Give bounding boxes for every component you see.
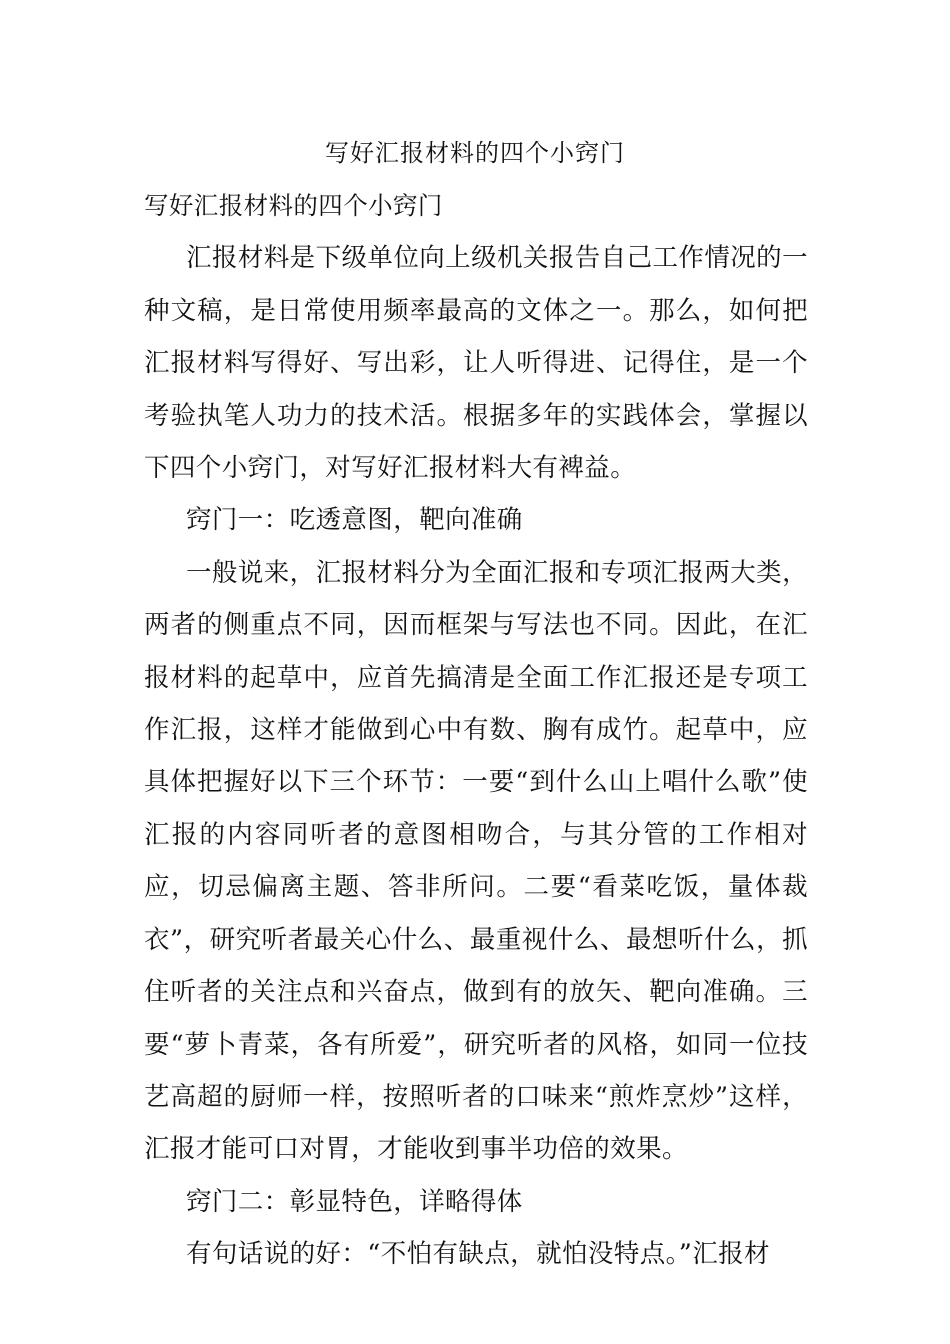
paragraph-intro: 汇报材料是下级单位向上级机关报告自己工作情况的一种文稿，是日常使用频率最高的文体之一。那么，如何把汇报材料写得好、写出彩，让人听得进、记得住，是一个考验执笔人功力的技术活。根据多年的实践体会，掌握以下四个小窍门，对写好汇报材料大有裨益。 — [144, 243, 808, 484]
paragraph-section-2: 有句话说的好：“不怕有缺点，就怕没特点。”汇报材 — [186, 1239, 770, 1270]
document-subtitle: 写好汇报材料的四个小窍门 — [144, 191, 443, 220]
paragraph-section-1: 一般说来，汇报材料分为全面汇报和专项汇报两大类，两者的侧重点不同，因而框架与写法也不同。因此，在汇报材料的起草中，应首先搞清是全面工作汇报还是专项工作汇报，这样才能做到心中有数、胸有成竹。起草中，应具体把握好以下三个环节：一要“到什么山上唱什么歌”使汇报的内容同听者的意图相吻合，与其分管的工作相对应，切忌偏离主题、答非所问。二要“看菜吃饭，量体裁衣”，研究听者最关心什么、最重视什么、最想听什么，抓住听者的关注点和兴奋点，做到有的放矢、靶向准确。三要“萝卜青菜，各有所爱”，研究听者的风格，如同一位技艺高超的厨师一样，按照听者的口味来“煎炸烹炒”这样，汇报才能可口对胃，才能收到事半功倍的效果。 — [144, 557, 808, 1165]
section-heading-1: 窍门一：吃透意图，靶向准确 — [186, 505, 523, 536]
document-title: 写好汇报材料的四个小窍门 — [325, 139, 625, 167]
section-heading-2: 窍门二：彰显特色，详略得体 — [186, 1186, 523, 1217]
document-body — [144, 180, 808, 1281]
